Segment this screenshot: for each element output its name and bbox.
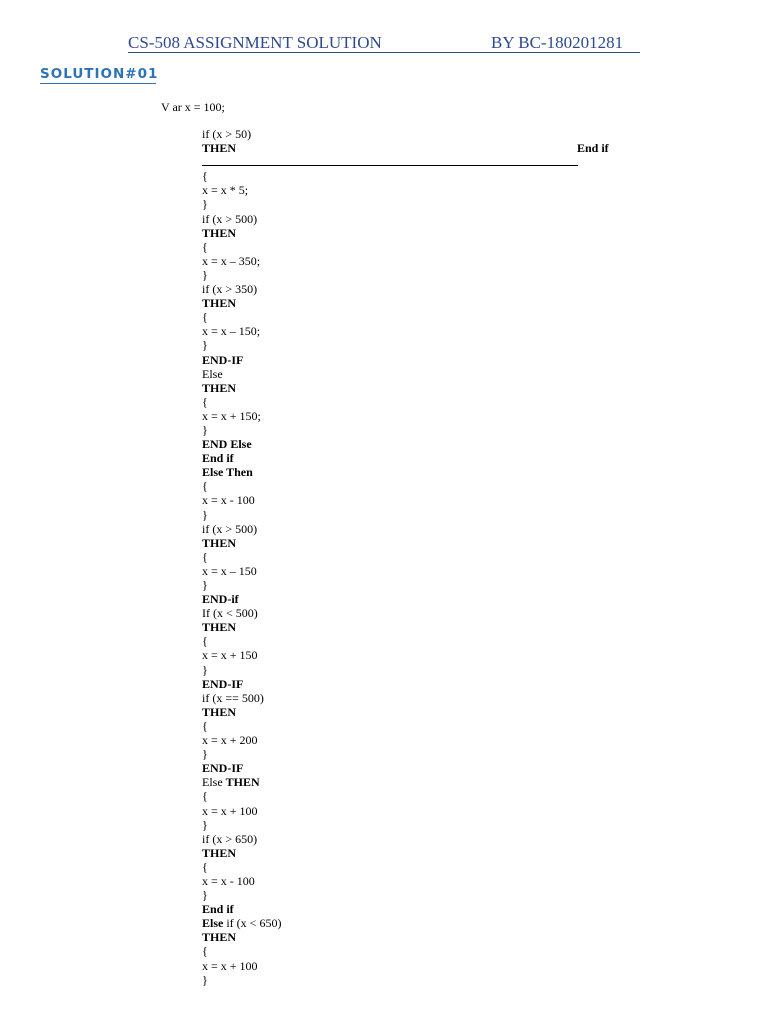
code-line: { [202,944,208,959]
code-line-part: Else [202,916,224,931]
code-line: THEN [202,845,237,860]
code-line: } [202,197,208,212]
code-line: x = x + 200 [202,733,258,748]
code-line: End if [202,902,234,917]
code-line-part: if (x < 650) [223,916,282,931]
code-line: } [202,972,208,987]
code-line-part: THEN [225,775,260,790]
code-line: { [202,859,208,874]
code-line: { [202,169,208,184]
code-line: END-if [202,592,239,607]
code-line: if (x > 500) [202,521,258,536]
code-line: { [202,479,208,494]
code-line: if (x > 50) [202,127,252,141]
end-if-label: End if [577,141,609,155]
code-line: if (x > 650) [202,831,258,846]
code-line: THEN [202,704,237,719]
code-line: x = x * 5; [202,183,249,198]
section-title [40,66,158,82]
code-line: THEN [202,620,237,635]
code-line: if (x > 500) [202,211,258,226]
code-line: } [202,662,208,677]
code-line: THEN [202,930,237,945]
code-line: if (x == 500) [202,690,264,705]
code-line-part: Else [202,775,226,790]
code-line: THEN [202,225,237,240]
code-line: Else Then [202,465,253,480]
code-line: END-IF [202,676,244,691]
code-line: THEN [202,380,237,395]
code-block [202,127,622,987]
header-underline [128,52,640,53]
code-line: } [202,817,208,832]
code-line: } [202,267,208,282]
code-line: x = x - 100 [202,493,255,508]
code-line: If (x < 500) [202,606,258,621]
code-line: } [202,747,208,762]
code-line: } [202,888,208,903]
code-line: END-IF [202,761,244,776]
var-declaration: V ar x = 100; [161,100,225,114]
header-author: BY BC-180201281 [491,33,624,52]
code-line: } [202,338,208,353]
code-line [202,916,622,930]
code-line: x = x + 100 [202,803,258,818]
code-line: { [202,718,208,733]
code-line: if (x > 350) [202,282,258,297]
code-line: { [202,634,208,649]
code-line: x = x + 150; [202,408,261,423]
section-title-text: SOLUTION#01 [40,66,159,82]
code-line [202,775,622,789]
code-line: THEN [202,535,237,550]
code-line: x = x + 100 [202,958,258,973]
code-line: END-IF [202,352,244,367]
code-line: x = x – 350; [202,253,261,268]
section-title-underline [40,83,156,84]
code-line: x = x - 100 [202,873,255,888]
code-line: { [202,789,208,804]
code-line [202,155,622,169]
code-line: } [202,422,208,437]
code-line: END Else [202,437,252,452]
code-line: { [202,549,208,564]
code-line: } [202,507,208,522]
code-line: x = x – 150 [202,563,257,578]
code-line: x = x + 150 [202,648,258,663]
code-line: { [202,239,208,254]
code-line: x = x – 150; [202,324,261,339]
code-line: { [202,394,208,409]
code-line: { [202,310,208,325]
code-line: THEN [202,141,237,156]
page-header [0,33,768,55]
code-line: THEN [202,296,237,311]
code-line: Else [202,366,223,381]
code-line: End if [202,451,234,466]
header-title: CS-508 ASSIGNMENT SOLUTION [128,33,382,52]
code-line: } [202,578,208,592]
